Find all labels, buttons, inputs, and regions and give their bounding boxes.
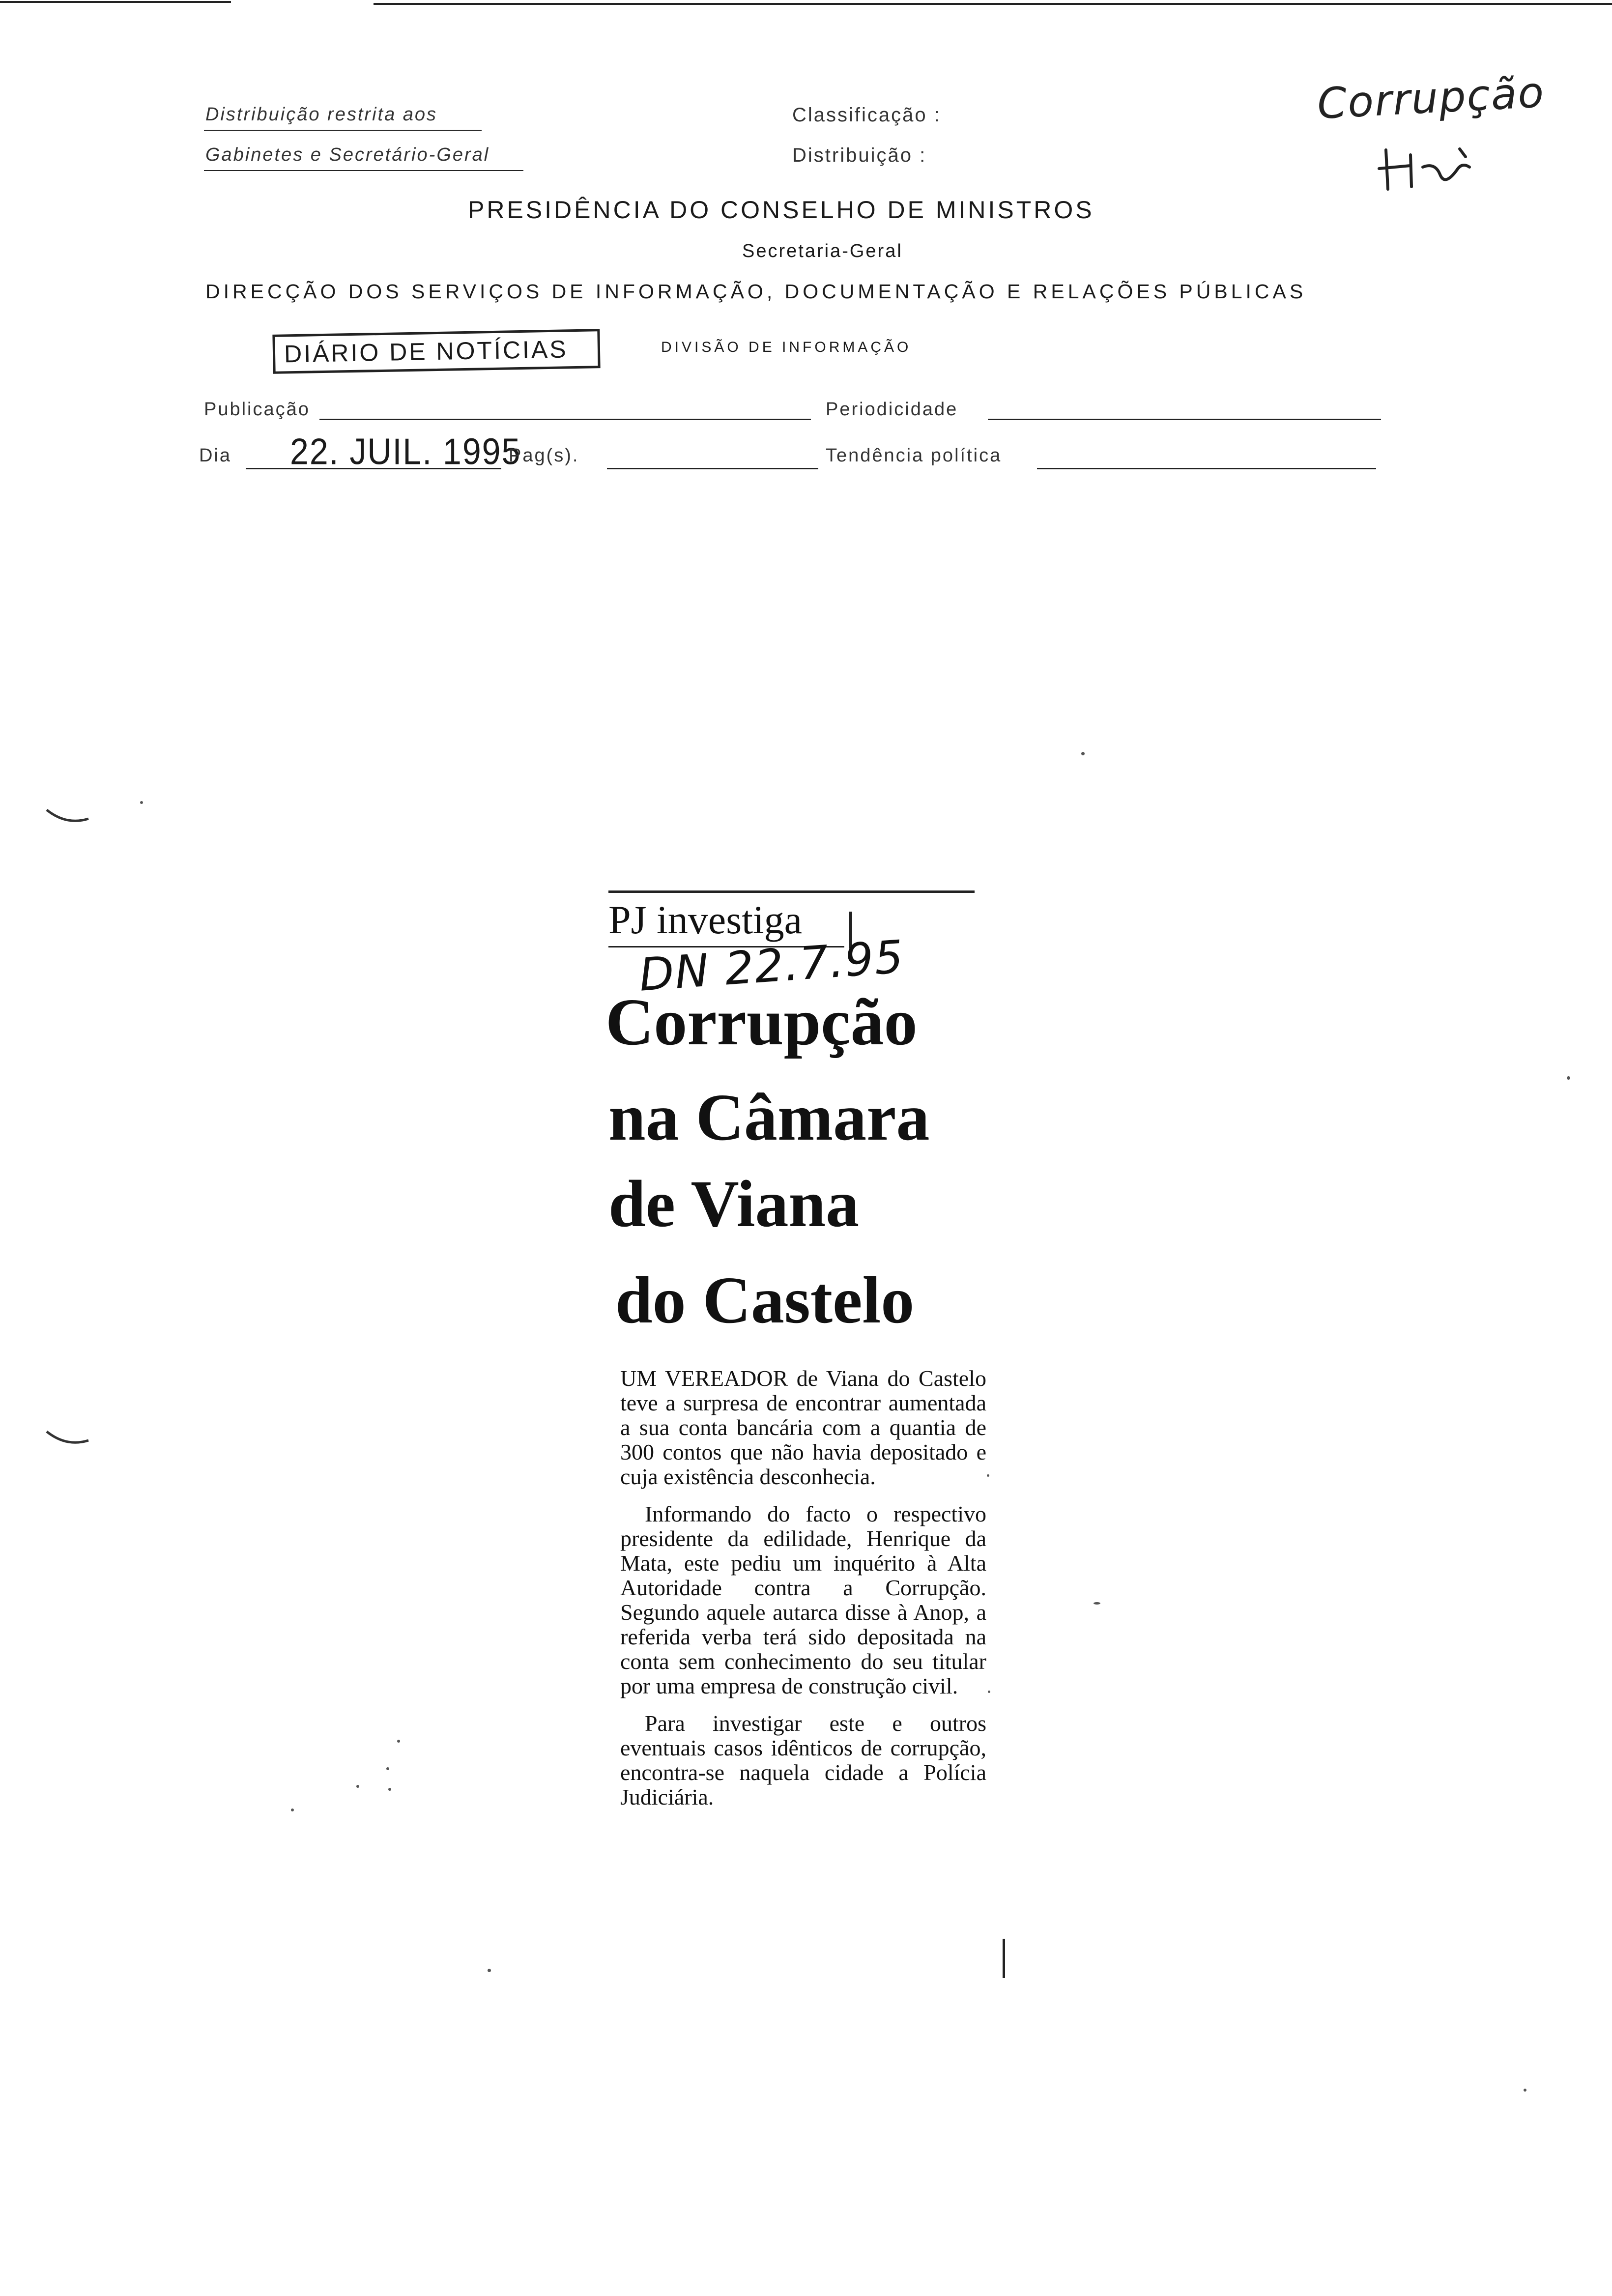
scan-speck [1524,2089,1526,2092]
division-title: DIVISÃO DE INFORMAÇÃO [661,339,912,355]
scan-speck [388,1788,391,1791]
scan-edge-rule-left [0,1,231,3]
lead-caps: UM VEREADOR [620,1366,788,1391]
periodicity-label: Periodicidade [826,399,958,420]
political-tendency-label: Tendência política [826,445,1002,466]
handwritten-initials-topright [1376,140,1489,194]
headline-line-1: Corrupção [605,985,918,1059]
scan-speck [988,1691,990,1693]
headline-line-2: na Câmara [608,1081,930,1154]
distribution-restricted-line1: Distribuição restrita aos [205,104,438,125]
distribution-underline-1 [204,130,482,131]
publication-field-line [319,419,811,420]
handwritten-margin-note: DN 22.7.95 [637,930,906,1002]
paragraph-1-text: de Viana do Castelo teve a surpresa de encontrar aumentada a sua conta bancária com a quantia de 300 contos que não havia depositado e cuja existência desconhecia. [620,1366,987,1489]
scan-speck [987,1474,989,1477]
date-stamp: 22. JUIL. 1995 [290,431,521,472]
article-paragraph-1 [620,1366,986,1489]
scan-speck [140,801,143,804]
pages-label: Pag(s). [509,445,579,466]
headline-line-3: de Viana [608,1167,860,1241]
scan-speck [397,1740,400,1743]
handwritten-note-topright: Corrupção [1316,67,1546,129]
distribution-label: Distribuição : [792,144,927,166]
headline-line-4: do Castelo [615,1263,915,1337]
article-top-rule [608,890,975,893]
institution-title: PRESIDÊNCIA DO CONSELHO DE MINISTROS [468,196,1094,224]
scan-speck [1567,1076,1570,1080]
publication-stamp: DIÁRIO DE NOTÍCIAS [272,329,600,374]
article-body [620,1366,986,1822]
political-tendency-field-line [1037,468,1376,469]
directorate-title: DIRECÇÃO DOS SERVIÇOS DE INFORMAÇÃO, DOCUMENTAÇÃO E RELAÇÕES PÚBLICAS [205,280,1307,303]
distribution-underline-2 [204,170,523,171]
scan-speck [1094,1602,1100,1605]
secretariat-title: Secretaria-Geral [742,241,903,261]
hole-punch-mark-lower [44,1428,93,1450]
classification-label: Classificação : [792,104,941,126]
day-field-line [246,468,501,469]
scan-speck [488,1969,491,1972]
distribution-restricted-line2: Gabinetes e Secretário-Geral [205,144,490,165]
scan-edge-rule-right [374,3,1612,5]
pages-field-line [607,468,818,469]
periodicity-field-line [988,419,1381,420]
article-kicker: PJ investiga [608,897,803,942]
scan-speck [291,1808,294,1811]
scan-speck [386,1767,389,1770]
hole-punch-mark-upper [44,806,93,828]
scan-speck [356,1785,359,1788]
publication-label: Publicação [204,399,310,420]
clipping-edge-mark [1003,1939,1005,1978]
day-label: Dia [199,445,232,466]
scan-speck [1081,752,1085,755]
article-paragraph-2: Informando do facto o respectivo presidente da edilidade, Henrique da Mata, este pediu um inquérito à Alta Autoridade contra a Corrupção. Segundo aquele autarca disse à Anop, a referida verba terá sido depositada na conta sem conhecimento do seu titular por uma empresa de construção civil. [620,1501,986,1698]
article-paragraph-3: Para investigar este e outros eventuais casos idênticos de corrupção, encontra-se naquela cidade a Polícia Judiciária. [620,1711,986,1809]
